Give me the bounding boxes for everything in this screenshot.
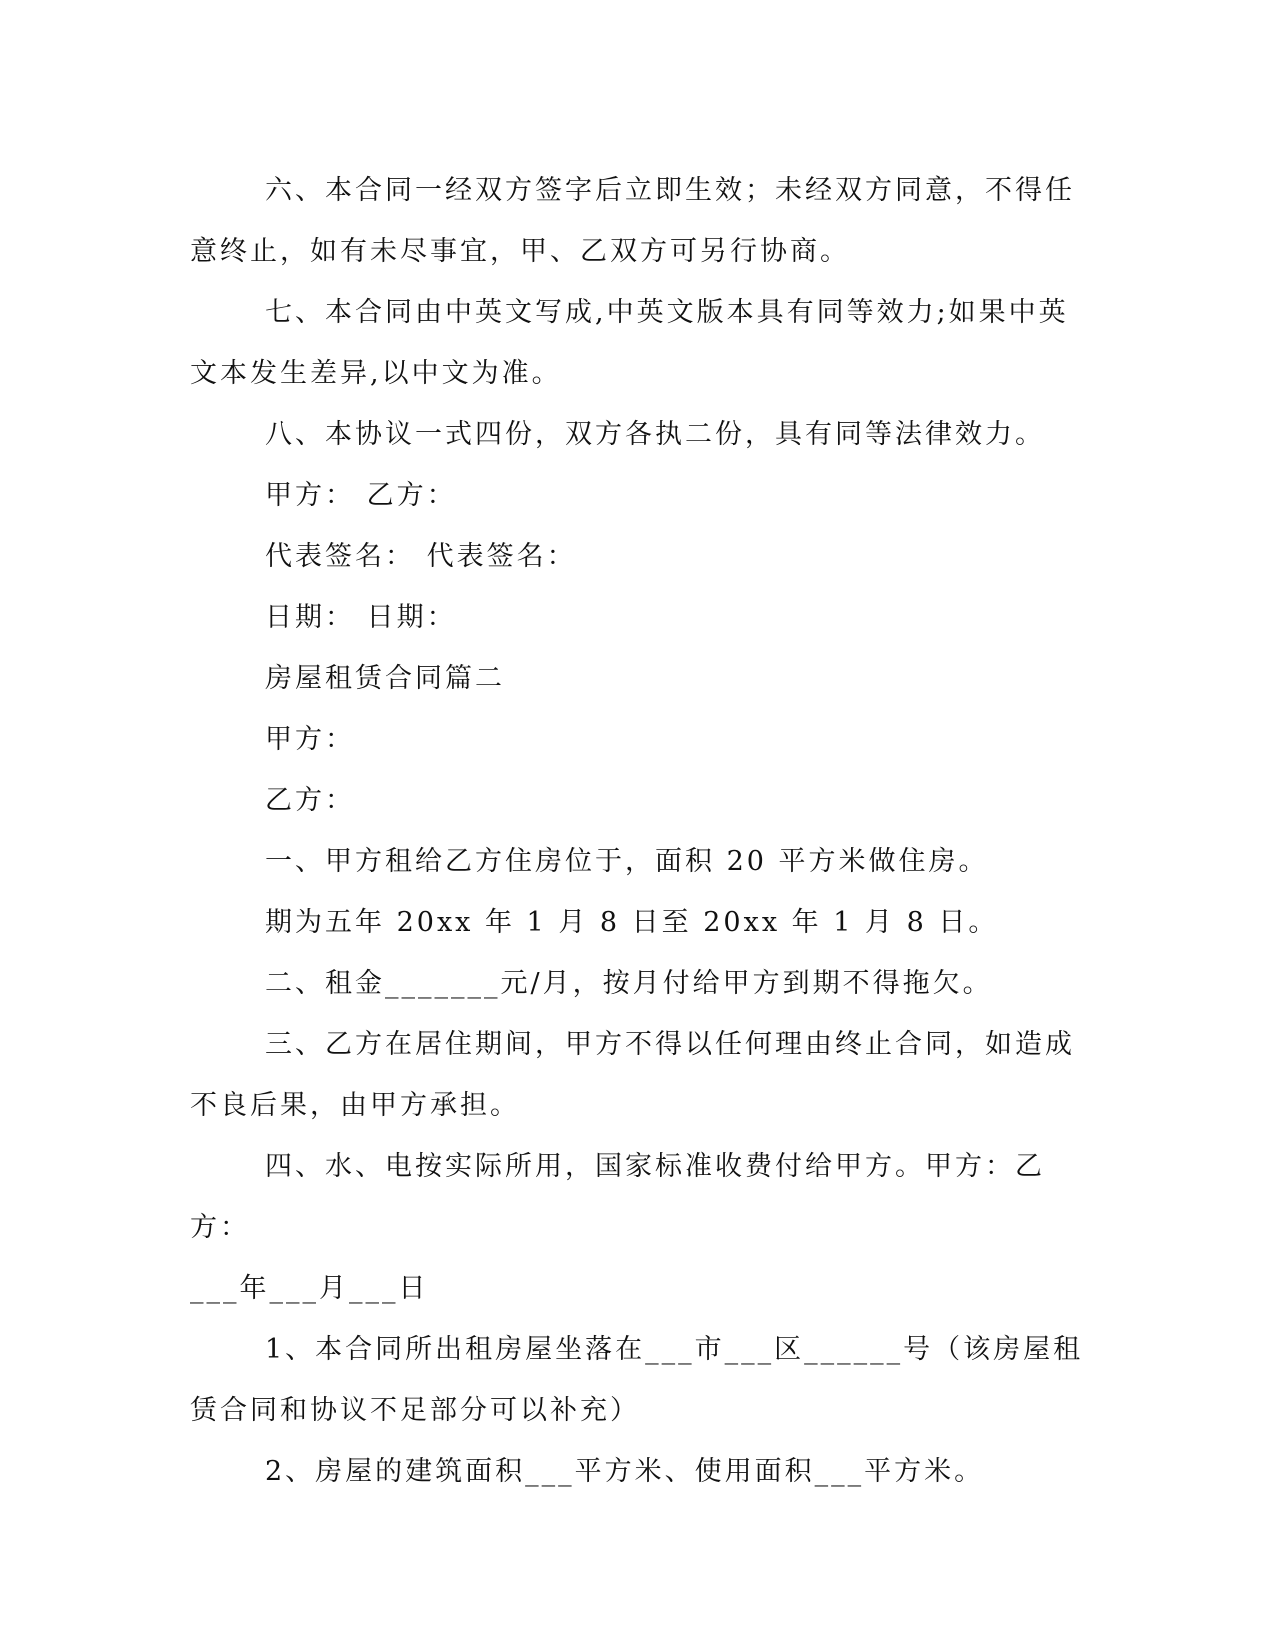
document-body	[190, 160, 1090, 1502]
section-title: 房屋租赁合同篇二	[265, 663, 505, 694]
clause-six: 六、本合同一经双方签字后立即生效；未经双方同意，不得任意终止，如有未尽事宜，甲、乙双方可另行协商。	[190, 175, 1075, 267]
signature-line: 代表签名： 代表签名：	[265, 541, 577, 572]
item-one-location: 1、本合同所出租房屋坐落在___市___区______号（该房屋租赁合同和协议不足部分可以补充）	[190, 1334, 1084, 1426]
clause-eight: 八、本协议一式四份，双方各执二份，具有同等法律效力。	[265, 419, 1045, 450]
clause-seven: 七、本合同由中英文写成,中英文版本具有同等效力;如果中英文本发生差异,以中文为准。	[190, 297, 1069, 389]
party-b-line: 乙方：	[265, 785, 355, 816]
clause-one: 一、甲方租给乙方住房位于，面积 20 平方米做住房。	[265, 846, 989, 877]
date-line: 日期： 日期：	[265, 602, 457, 633]
clause-two-rent: 二、租金_______元/月，按月付给甲方到期不得拖欠。	[265, 968, 993, 999]
party-line: 甲方： 乙方：	[265, 480, 457, 511]
item-two-area: 2、房屋的建筑面积___平方米、使用面积___平方米。	[265, 1456, 985, 1487]
party-a-line: 甲方：	[265, 724, 355, 755]
clause-three: 三、乙方在居住期间，甲方不得以任何理由终止合同，如造成不良后果，由甲方承担。	[190, 1029, 1075, 1121]
term-line: 期为五年 20xx 年 1 月 8 日至 20xx 年 1 月 8 日。	[265, 907, 999, 938]
clause-four: 四、水、电按实际所用，国家标准收费付给甲方。甲方：乙方：	[190, 1151, 1045, 1243]
date-blank-line: ___年___月___日	[190, 1273, 429, 1304]
